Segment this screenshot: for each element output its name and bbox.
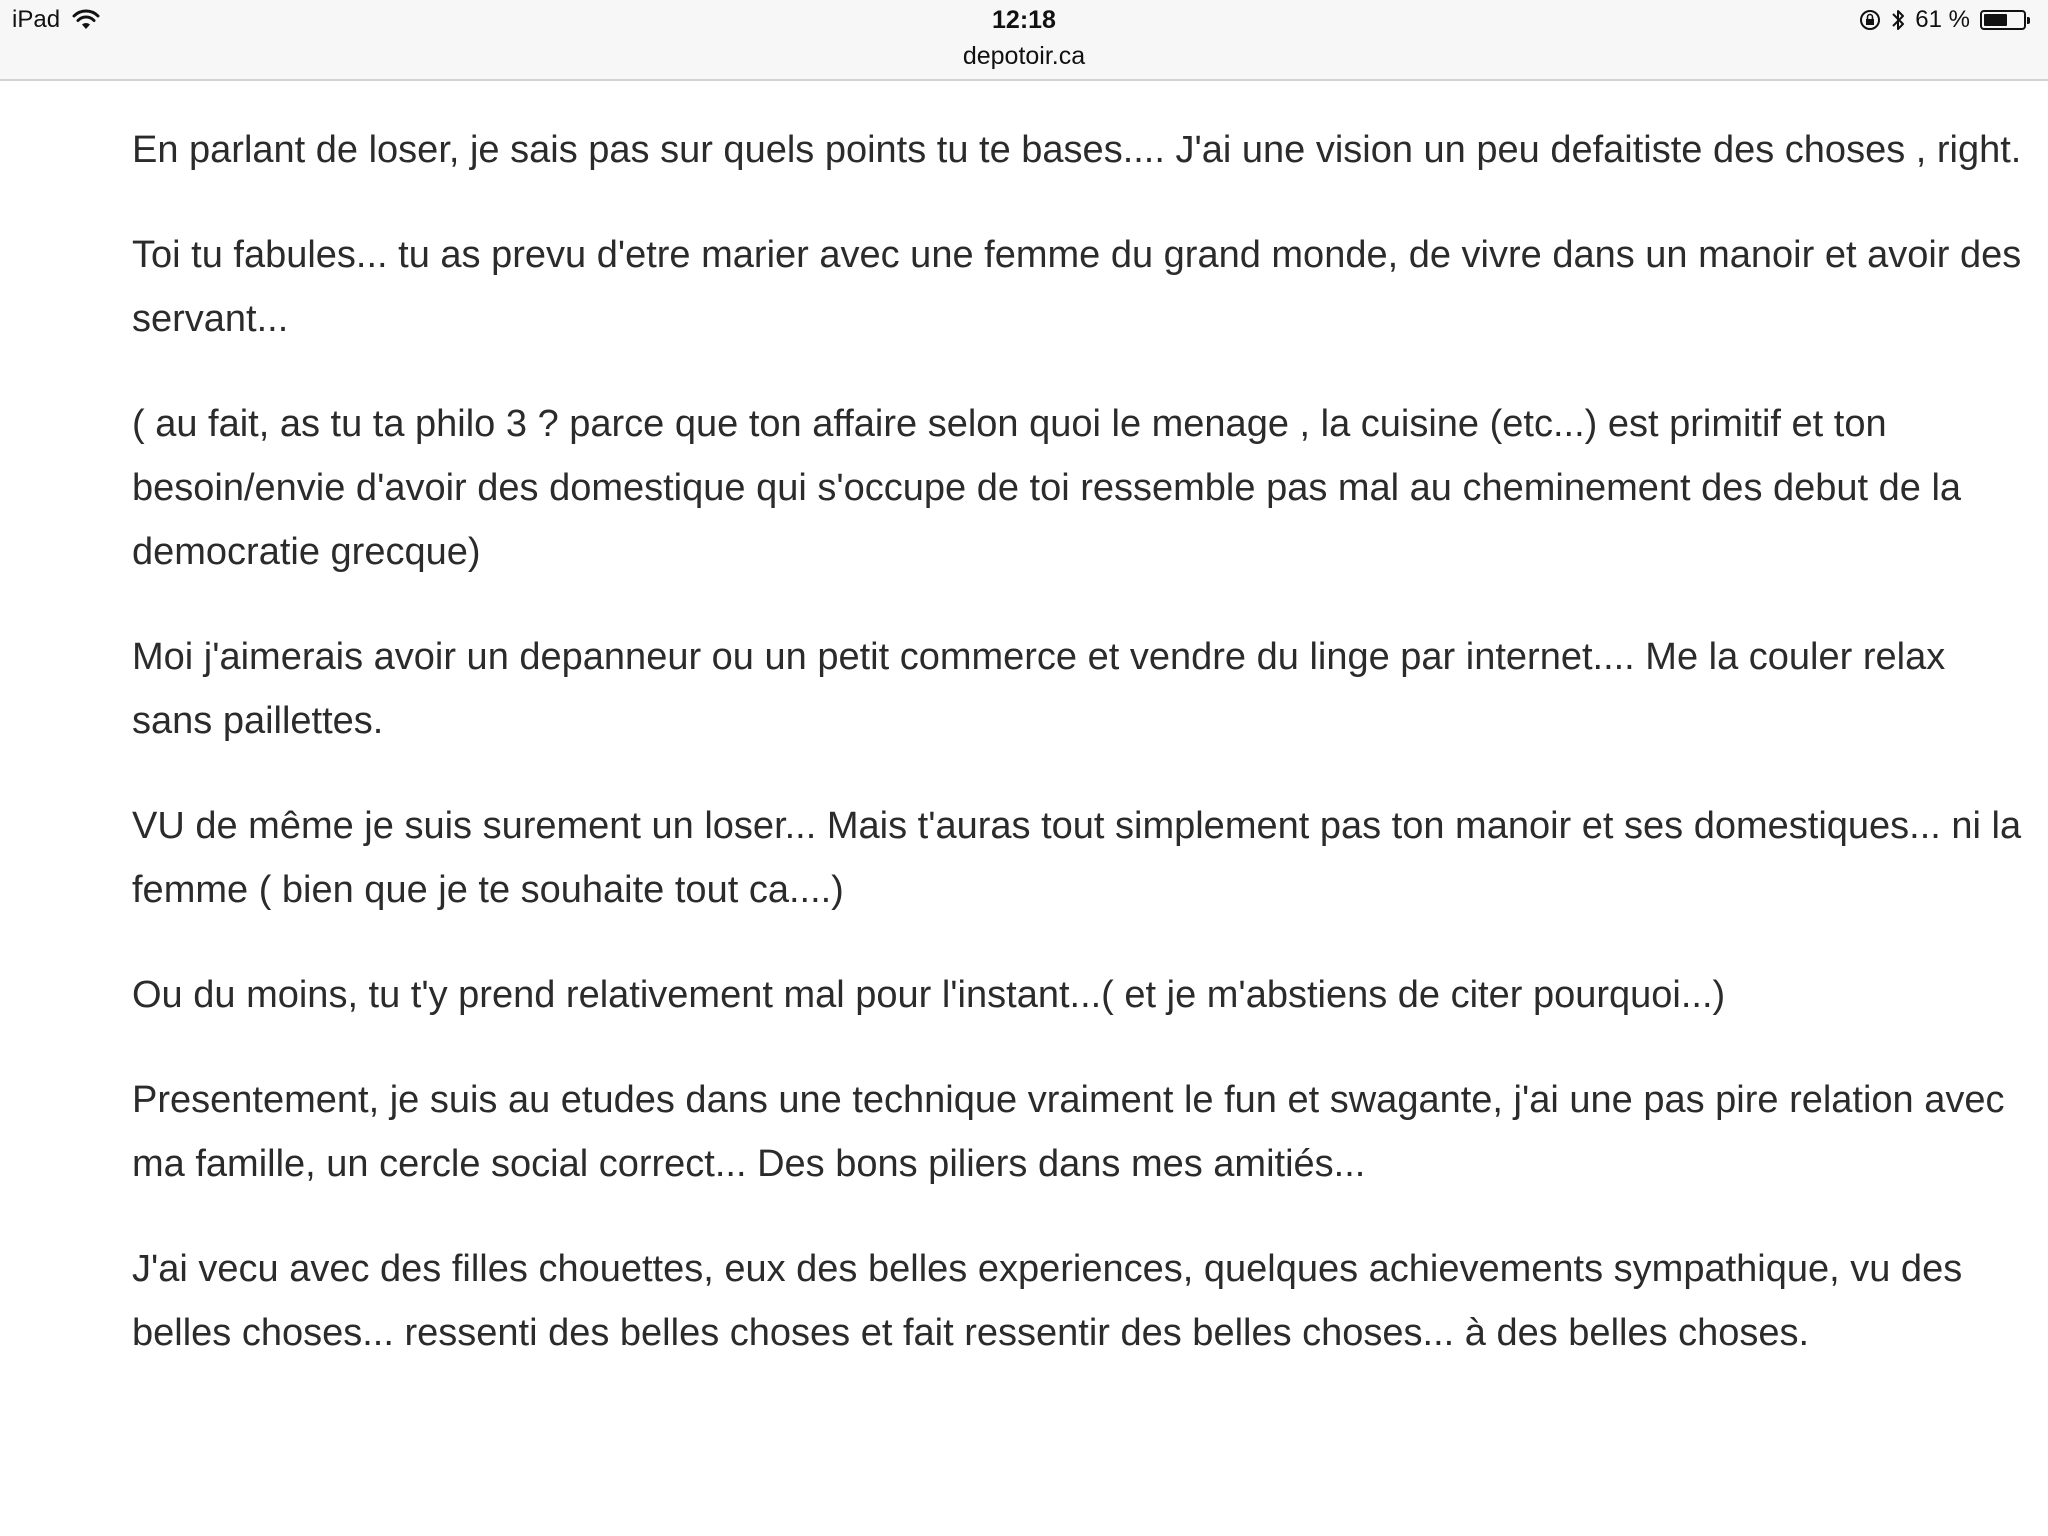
article-body bbox=[132, 118, 2032, 1406]
article-paragraph: Toi tu fabules... tu as prevu d'etre marier avec une femme du grand monde, de vivre dans un manoir et avoir des servant... bbox=[132, 234, 2022, 340]
device-name: iPad bbox=[12, 6, 61, 33]
status-bar bbox=[0, 0, 2048, 81]
address-url[interactable]: depotoir.ca bbox=[962, 42, 1086, 70]
article-paragraph: En parlant de loser, je sais pas sur quels points tu te bases.... J'ai une vision un peu defaitiste des choses , right. bbox=[132, 129, 2022, 171]
battery-nub bbox=[2027, 17, 2030, 24]
article-paragraph: Ou du moins, tu t'y prend relativement mal pour l'instant...( et je m'abstiens de citer pourquoi...) bbox=[132, 974, 1726, 1016]
battery-level-fill bbox=[1984, 14, 2007, 26]
article-paragraph: Presentement, je suis au etudes dans une technique vraiment le fun et swagante, j'ai une pas pire relation avec ma famille, un cercle social correct... Des bons piliers dans mes amitiés... bbox=[132, 1079, 2005, 1185]
article-paragraph: ( au fait, as tu ta philo 3 ? parce que ton affaire selon quoi le menage , la cuisine (etc...) est primitif et ton besoin/envie d'avoir des domestique qui s'occupe de toi ressemble pas mal au cheminement des debut de la democratie grecque) bbox=[132, 403, 1962, 573]
status-right bbox=[1849, 6, 2026, 34]
battery-icon bbox=[1980, 10, 2026, 30]
orientation-lock-icon bbox=[1859, 9, 1881, 31]
article-paragraph: J'ai vecu avec des filles chouettes, eux des belles experiences, quelques achievements sympathique, vu des belles choses... ressenti des belles choses et fait ressentir des belles choses... à des belles choses. bbox=[132, 1248, 1963, 1354]
bluetooth-icon bbox=[1891, 8, 1905, 32]
battery-percent: 61 % bbox=[1915, 6, 1970, 33]
article-paragraph: VU de même je suis surement un loser... Mais t'auras tout simplement pas ton manoir et ses domestiques... ni la femme ( bien que je te souhaite tout ca....) bbox=[132, 805, 2022, 911]
article-paragraph: Moi j'aimerais avoir un depanneur ou un petit commerce et vendre du linge par internet.... Me la couler relax sans paillettes. bbox=[132, 636, 1946, 742]
status-time: 12:18 bbox=[992, 6, 1056, 34]
